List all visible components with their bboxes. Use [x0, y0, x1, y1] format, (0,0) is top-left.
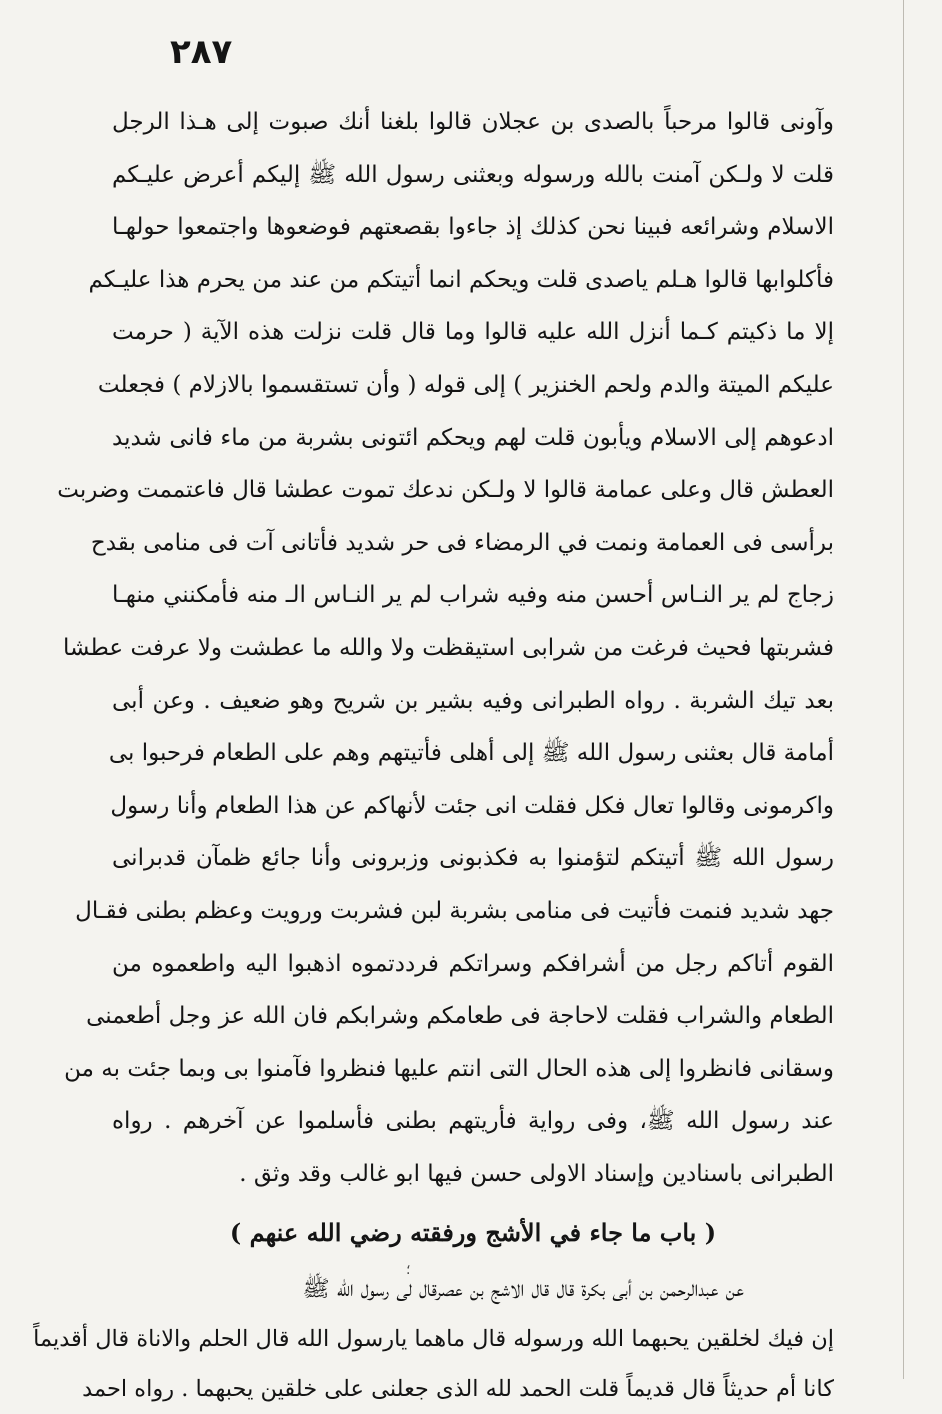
text-line: بعد تيك الشربة . رواه الطبرانى وفيه بشير بن شريح وهو ضعيف . وعن أبى [112, 687, 834, 714]
text-line: العطش قال وعلى عمامة قالوا لا ولـكن ندعك تموت عطشا قال فاعتممت وضربت [57, 477, 834, 504]
text-line: الطبرانى باسنادين وإسناد الاولى حسن فيها ابو غالب وقد وثق . [239, 1160, 834, 1187]
text-line: إلا ما ذكيتم كـما أنزل الله عليه قالوا وما قال قلت نزلت هذه الآية ( حرمت [112, 319, 834, 346]
text-line: عليكم الميتة والدم ولحم الخنزير ) إلى قوله ( وأن تستقسموا بالازلام ) فجعلت [97, 371, 834, 398]
text-line: عند رسول الله ﷺ، وفى رواية فأريتهم بطنى فأسلموا عن آخرهم . رواه [112, 1108, 834, 1135]
section-line: عن عبدالرحمن بن أبى بكرة قال قال الاشج بن عصرقال لى رسول الله ﷺ [302, 1276, 744, 1303]
page-edge-line [903, 0, 904, 1379]
text-line: فأكلوابها قالوا هـلم ياصدى قلت ويحكم انما أتيتكم من عند من يحرم هذا عليـكم [88, 266, 834, 293]
text-line: برأسى فى العمامة ونمت في الرمضاء فى حر شديد فأتانى آت فى منامى بقدح [90, 529, 834, 556]
section-heading: ( باب ما جاء في الأشج ورفقته رضي الله عنهم ) [229, 1218, 717, 1248]
text-line: رسول الله ﷺ أتيتكم لتؤمنوا به فكذبونى وزبرونى وأنا جائع ظمآن قدبرانى [112, 845, 834, 872]
section-text [33, 1264, 834, 1414]
section-line: كانا أم حديثاً قال قديماً قلت الحمد لله الذى جعلنى على خلقين يحبهما . رواه احمد [82, 1376, 834, 1403]
text-line: القوم أتاكم رجل من أشرافكم وسراتكم فرددتموه اذهبوا اليه واطعموه من [112, 950, 834, 977]
section-line: إن فيك لخلقين يحبهما الله ورسوله قال ماهما يارسول الله قال الحلم والاناة قال أقديماً [33, 1326, 834, 1353]
text-line: أمامة قال بعثنى رسول الله ﷺ إلى أهلى فأتيتهم وهم على الطعام فرحبوا بى [108, 740, 834, 767]
text-line: فشربتها فحيث فرغت من شرابى استيقظت ولا والله ما عطشت ولا عرفت عطشا [63, 634, 834, 661]
text-line: ادعوهم إلى الاسلام ويأبون قلت لهم ويحكم ائتونى بشربة من ماء فانى شديد [112, 424, 834, 451]
text-line: واكرمونى وقالوا تعال فكل فقلت انى جئت لأنهاكم عن هذا الطعام وأنا رسول [110, 792, 834, 819]
text-line: جهد شديد فنمت فأتيت فى منامى بشربة لبن فشربت ورويت وعظم بطنى فقـال [75, 897, 834, 924]
text-line: الاسلام وشرائعه فبينا نحن كذلك إذ جاءوا بقصعتهم فوضعوها واجتمعوا حولهـا [112, 214, 834, 241]
text-line: زجاج لم ير النـاس أحسن منه وفيه شراب لم ير النـاس الـ منه فأمكنني منهـا [112, 582, 834, 609]
footer-mark: ؛ [406, 1262, 411, 1278]
body-text [33, 96, 834, 1414]
text-line: الطعام والشراب فقلت لاحاجة فى طعامكم وشرابكم فان الله عز وجل أطعمنى [86, 1003, 834, 1030]
text-line: وآونى قالوا مرحباً بالصدى بن عجلان قالوا بلغنا أنك صبوت إلى هـذا الرجل [112, 109, 834, 135]
page-number: ٢٨٧ [170, 32, 233, 72]
text-line: وسقانى فانظروا إلى هذه الحال التى انتم عليها فنظروا فآمنوا بى وبما جئت به من [64, 1055, 834, 1082]
text-line: قلت لا ولـكن آمنت بالله ورسوله وبعثنى رسول الله ﷺ إليكم أعرض عليـكم [112, 161, 834, 188]
